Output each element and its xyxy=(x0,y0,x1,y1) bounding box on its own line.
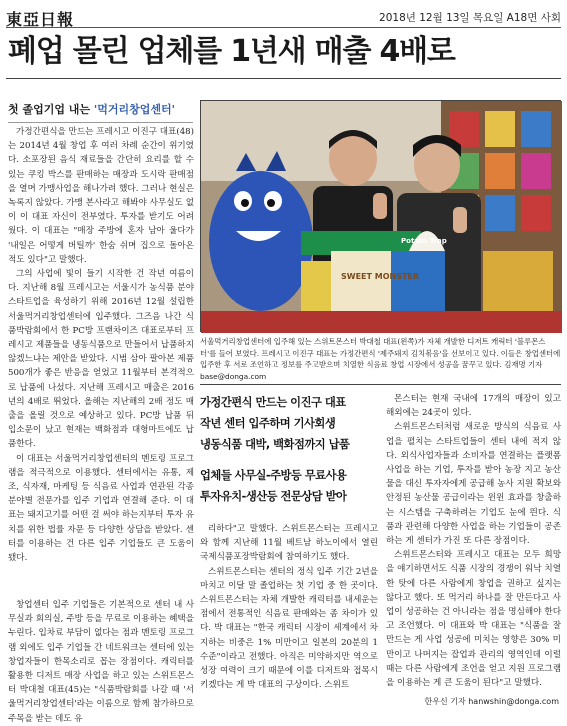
photo-sign-text: SWEET MONSTER xyxy=(341,272,420,281)
article-headline: 폐업 몰린 업체를 1년새 매출 4배로 xyxy=(8,34,455,69)
dateline: 2018년 12월 13일 목요일 A18면 사회 xyxy=(379,12,561,24)
col3-para-2: 스위트몬스터처럼 새로운 방식의 식음료 사업을 펼치는 스타트업들이 센터 내에 적지 않다. 외식사업자들과 소비자를 연결하는 플랫폼 사업을 하는 기업, 투자를 받아 농장 지고 농산물을 대신 투자자에게 공급해 농사 지원 확보와 안정된 농산물 공급이라는 윈윈 효과를 창출하는 시스템을 구축하려는 기업도 눈에 띈다. 식품과 관련해 다양한 사업을 하는 기업들이 공존하는 게 센터가 가진 또 다른 장점이다. xyxy=(386,422,561,547)
subhead-line: 가정간편식 만드는 이진구 대표 xyxy=(200,396,346,409)
subheadline-block xyxy=(200,392,378,507)
caption-rule xyxy=(200,384,561,385)
masthead xyxy=(6,6,561,28)
col1-para-3: 이 대표는 서울먹거리창업센터의 멘토링 프로그램을 적극적으로 이용했다. 센터에서는 유통, 제조, 식자재, 마케팅 등 식음료 사업과 연관된 각종 분야별 전문가를 입주 기업과 연결해 준다. 이 대표는 돼지고기를 어떤 걸 써야 하는지부터 투자 유치를 위한 법률 자문 등 다양한 상담을 받았다. 센터를 이용하는 건 다른 입주 기업들도 큰 도움이 됐다. xyxy=(8,453,194,564)
article-photo xyxy=(200,100,561,332)
photo-banner-text: Potato Trap xyxy=(401,237,447,245)
col2-para-1: 리하다"고 말했다. 스위트몬스터는 프레시고와 함께 지난해 11월 베트남 하노이에서 열린 국제식품포장박람회에 참여하기도 했다. xyxy=(200,524,378,563)
col3-para-1: 몬스터는 현재 국내에 17개의 매장이 있고 해외에는 24곳이 있다. xyxy=(386,394,561,419)
subhead-line: 투자유치-생산등 전문상담 받아 xyxy=(200,490,347,503)
kicker-quoted: '먹거리창업센터' xyxy=(93,103,175,116)
col1-para-4: 창업센터 입주 기업들은 기본적으로 센터 내 사무실과 회의실, 주방 등을 무료로 이용하는 혜택을 누린다. 입차료 부담이 없다는 점과 멘토링 프로그램 외에도 입주 기업들 간 네트워크는 센터에 있는 창업자들이 한목소리로 꼽는 장점이다. 캐릭터를 활용한 디저트 매장 사업을 하고 있는 스위트몬스터 박대철 대표(45)는 "식품박람회를 나갈 때 '서울먹거리창업센터'라는 이름으로 함께 참가하므로 주목을 받는 데도 유 xyxy=(8,600,194,724)
subhead-line: 업체들 사무실-주방등 무료사용 xyxy=(200,469,347,482)
col1-para-1: 가정간편식을 만드는 프레시고 이진구 대표(48)는 2014년 4월 창업 후 여러 차례 순간이 위기였다. 소포장된 음식 재료들을 간단히 요리를 할 수 있는 쿠킹 박스를 판매하는 매장과 도시락 판매점을 열며 가맹사업을 해나가려 했다. 그러나 현실은 녹록지 않았다. 가맹 본사라고 해봐야 사무실도 없이 이 대표 자신이 전부였다. 투자를 받기도 어려웠다. 이 대표는 "매장 주방에 혼자 남아 울다가 '내일은 어떻게 버틸까' 한숨 쉬며 집으로 돌아온 적도 있다"고 말했다. xyxy=(8,127,194,265)
column-3 xyxy=(386,392,561,692)
column-1-continued xyxy=(8,598,194,724)
col3-para-3: 스위트몬스터와 프레시고 대표는 모두 희망을 얘기하면서도 식품 시장의 경쟁이 워낙 치열한 탓에 다른 사람에게 창업을 권하고 싶지는 않다고 했다. 또 먹거리 하나를 잘 만든다고 사업이 성공하는 건 아니라는 점을 명심해야 한다고 조언했다. 이 대표와 박 대표는 "식품을 잘 만드는 게 사업 성공에 미치는 영향은 30% 미만이고 나머지는 잡업과 관리의 영역인데 이럴 때는 다른 사람에게 조언을 얻고 지원 프로그램을 이용하는 게 큰 도움이 된다"고 말했다. xyxy=(386,550,561,689)
kicker xyxy=(8,101,193,123)
photo-illustration xyxy=(201,101,562,333)
byline: 한우신 기자 hanwshin@donga.com xyxy=(424,697,559,706)
headline-rule xyxy=(6,78,561,79)
newspaper-logo: 東亞日報 xyxy=(6,10,75,29)
col2-para-2: 스위트몬스터는 센터의 정식 입주 기간 2년을 마치고 이달 말 졸업하는 첫 기업 중 한 곳이다. 스위트몬스터는 자체 개발한 캐릭터를 내세운는 점에서 전통적인 식음료 판매와는 좀 차이가 있다. 박 대표는 "한국 캐릭터 시장이 세계에서 차지하는 비중은 1% 미만이고 일본의 20분의 1 수준"이라고 전했다. 아직은 미약하지만 역으로 성장 여력이 크기 때문에 이를 디저트와 접목시키겠다는 게 박 대표의 구상이다. 스위트 xyxy=(200,566,378,691)
col1-para-2: 그의 사업에 빛이 들기 시작한 건 작년 여름이다. 지난해 8월 프레시고는 서울시가 농식품 분야 스타트업을 육성하기 위해 2016년 12월 설립한 서울먹거리창업센터에 입주했다. 그즈음 나간 식품박람회에서 한 PC방 프랜차이즈 대표로부터 프레시고 제품들을 냉동식품으로 만들어서 납품하지 않겠느냐는 제안을 받았다. 시범 삼아 팔아본 제품 500개가 좋은 반응을 얻었고 11월부터 본격적으로 납품에 나섰다. 지난해 프레시고 매출은 2016년의 4배로 뛰었다. 올해는 지난해의 2배 정도 매출을 올릴 것으로 예상하고 있다. PC방 납품 뒤 입소문이 났고 현재는 백화점과 대형마트에도 납품한다. xyxy=(8,269,194,450)
column-2 xyxy=(200,522,378,706)
kicker-prefix: 첫 졸업기업 내는 xyxy=(8,103,94,116)
subhead-line: 작년 센터 입주하며 기사회생 xyxy=(200,417,336,430)
subhead-line: 냉동식품 대박, 백화점까지 납품 xyxy=(200,438,350,451)
photo-caption: 서울먹거리창업센터에 입주해 있는 스위트몬스터 박대철 대표(왼쪽)가 자체 개발한 디저트 캐릭터 '블루몬스터'를 들어 보였다. 프레시고 이진구 대표는 가정간편식 '제주돼지 김치볶음'을 선보이고 있다. 이들은 창업센터에 입주한 후 서로 조언하고 정보를 주고받으며 치열한 식음료 창업 시장에서 성공을 꿈꾸고 있다. 김재명 기자 base@donga.com xyxy=(200,337,561,381)
column-1 xyxy=(8,125,194,595)
